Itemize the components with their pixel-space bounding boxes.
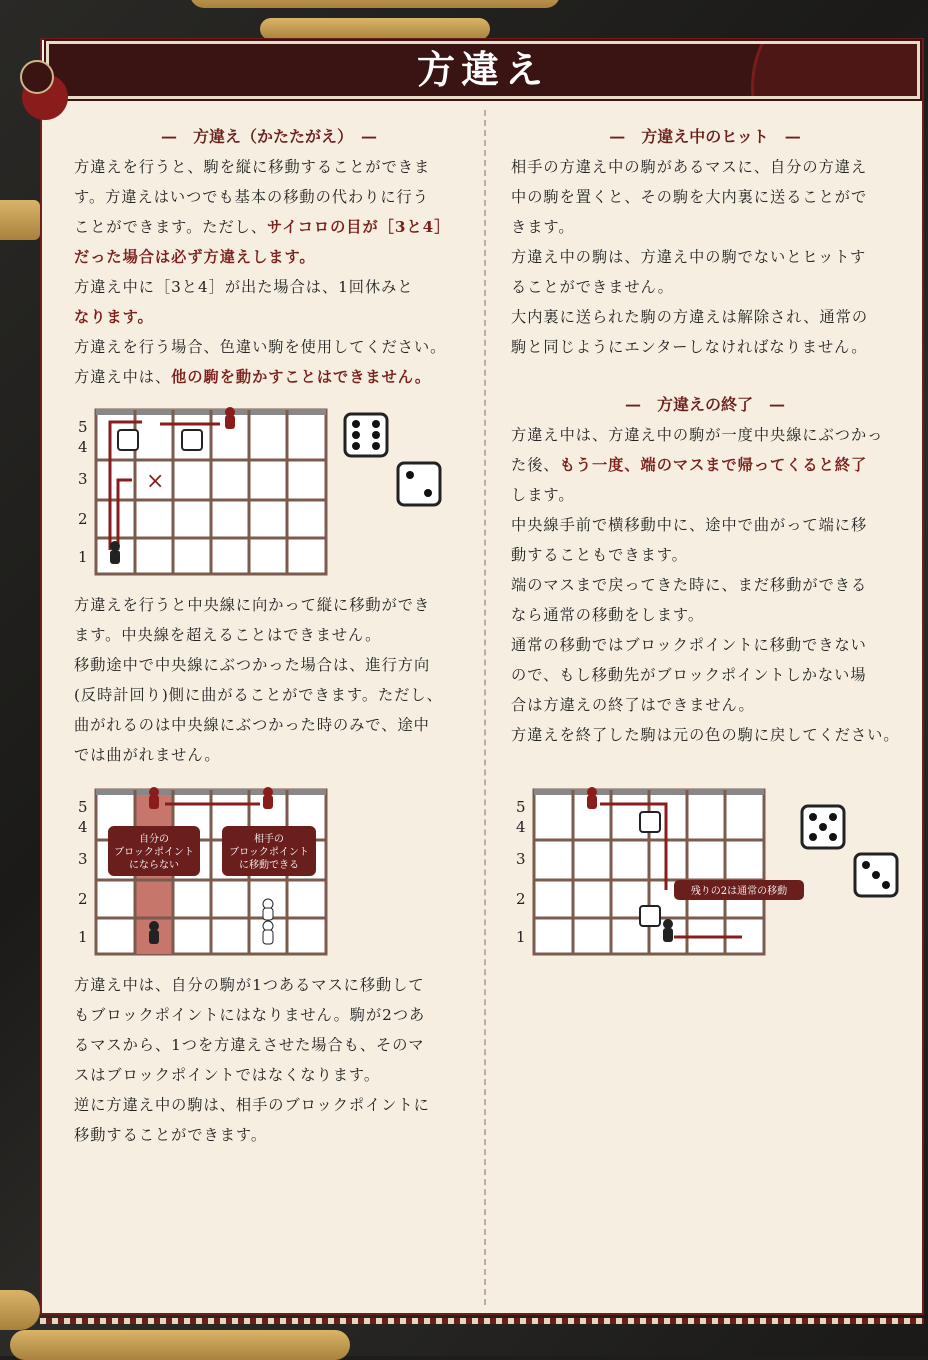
text-line: スはブロックポイントではなくなります。 [74,1066,381,1084]
die-icon [640,906,660,926]
row-label: 1 [78,548,88,566]
heading-katatagae: — 方違え（かたたがえ） — [160,127,377,146]
board-diagram-3 [508,784,908,959]
die-icon [640,812,660,832]
text-line: 逆に方違え中の駒は、相手のブロックポイントに [74,1096,430,1114]
label-own-line: 自分の [139,834,169,845]
row-label: 3 [516,850,526,868]
board-diagram-1 [70,400,450,580]
label-own-line: にならない [129,860,179,871]
board-diagram-2 [70,784,370,959]
text-line: 合は方違えの終了はできません。 [511,696,755,714]
text-line [511,450,921,480]
text-line [74,272,474,302]
text-line: す。方違えはいつでも基本の移動の代わりに行う [74,188,429,206]
text-line: 方違えを行う場合、色違い駒を使用してください。 [74,338,447,356]
row-label: 4 [516,818,526,836]
left-paragraph-3 [74,970,474,1150]
die-six-icon [345,414,387,456]
highlight-text: なります。 [74,308,154,326]
pawn-icon [149,921,159,931]
text-line: 方違えを行うと、駒を縦に移動することができま [74,158,431,176]
row-label: 3 [78,850,88,868]
row-labels [516,798,526,946]
title-bar [46,41,920,99]
column-divider [484,110,486,1305]
text-line: 駒と同じようにエンターしなければなりません。 [511,338,868,356]
text-line: します。 [511,486,575,504]
gold-band-top2 [260,18,490,40]
text-line: なら通常の移動をします。 [511,606,705,624]
heading-end: — 方違えの終了 — [624,395,785,414]
right-paragraph-1 [511,152,911,362]
text-line: るマスから、1つを方違えさせた場合も、そのマ [74,1036,425,1054]
row-labels [78,798,88,946]
bottom-border-pattern [40,1318,924,1324]
row-labels [78,418,88,566]
highlight-text: サイコロの目が［3と4］ [267,218,451,236]
pawn-icon [663,919,673,929]
row-label: 2 [78,890,88,908]
highlight-text: だった場合は必ず方違えします。 [74,248,316,266]
row-label: 4 [78,438,88,456]
gold-band-top [190,0,560,8]
text-line: ます。中央線を超えることはできません。 [74,626,382,644]
row-label: 4 [78,818,88,836]
label-own-line: ブロックポイント [114,847,194,858]
text-line: 方違え中は、方違え中の駒が一度中央線にぶつかっ [511,426,884,444]
row-label: 2 [78,510,88,528]
text-segment: 方違え中は、 [74,368,172,386]
pawn-icon [110,541,120,551]
text-line: 動することもできます。 [511,546,688,564]
text-line: 方違えを行うと中央線に向かって縦に移動ができ [74,596,431,614]
text-line: 中の駒を置くと、その駒を大内裏に送ることがで [511,188,868,206]
text-line: では曲がれません。 [74,746,221,764]
text-line: 方違え中は、自分の駒が1つあるマスに移動して [74,976,425,994]
die-two-icon [398,463,440,505]
row-label: 1 [516,928,526,946]
gold-band-bottom [0,1290,40,1330]
text-line: 移動途中で中央線にぶつかった場合は、進行方向 [74,656,431,674]
text-line: きます。 [511,218,575,236]
row-label: 5 [78,418,88,436]
label-opp-line: に移動できる [239,860,299,871]
text-segment: ことができます。ただし、 [74,218,268,236]
text-line: 通常の移動ではブロックポイントに移動できない [511,636,867,654]
right-paragraph-2 [511,420,921,750]
row-label: 1 [78,928,88,946]
text-line: (反時計回り)側に曲がることができます。ただし、 [74,686,443,704]
label-rest: 残りの2は通常の移動 [690,886,788,897]
highlight-text: 他の駒を動かすことはできません。 [171,368,432,386]
text-line: 移動することができます。 [74,1126,268,1144]
text-segment: 方違え中に［3と4］が出た場合は、1回休みと [74,278,414,296]
left-paragraph-1 [74,152,474,392]
text-line: 方違え中の駒は、方違え中の駒でないとヒットす [511,248,867,266]
row-label: 2 [516,890,526,908]
die-icon [118,430,138,450]
text-line: 大内裏に送られた駒の方違えは解除され、通常の [511,308,869,326]
page-title: 方違え [416,47,549,92]
text-line: 相手の方違え中の駒があるマスに、自分の方違え [511,158,868,176]
die-icon [182,430,202,450]
text-line: ので、もし移動先がブロックポイントしかない場 [511,666,867,684]
text-line: 曲がれるのは中央線にぶつかった時のみで、途中 [74,716,430,734]
row-label: 5 [516,798,526,816]
heading-hit: — 方違え中のヒット — [609,127,801,146]
text-line: 中央線手前で横移動中に、途中で曲がって端に移 [511,516,868,534]
label-opp-line: ブロックポイント [229,847,309,858]
label-opp-line: 相手の [254,834,284,845]
text-segment: た後、 [511,456,560,474]
row-label: 5 [78,798,88,816]
crest-emblem-icon [20,60,54,94]
text-line: 方違えを終了した駒は元の色の駒に戻してください。 [511,726,900,744]
text-line [74,362,474,392]
cross-icon: × [146,469,165,494]
row-label: 3 [78,470,88,488]
text-line: もブロックポイントにはなりません。駒が2つあ [74,1006,426,1024]
text-line: ることができません。 [511,278,674,296]
text-line: 端のマスまで戻ってきた時に、まだ移動ができる [511,576,868,594]
highlight-text: もう一度、端のマスまで帰ってくると終了 [559,456,868,474]
gold-band-left [0,200,40,240]
text-line [74,212,474,242]
left-paragraph-2 [74,590,474,770]
